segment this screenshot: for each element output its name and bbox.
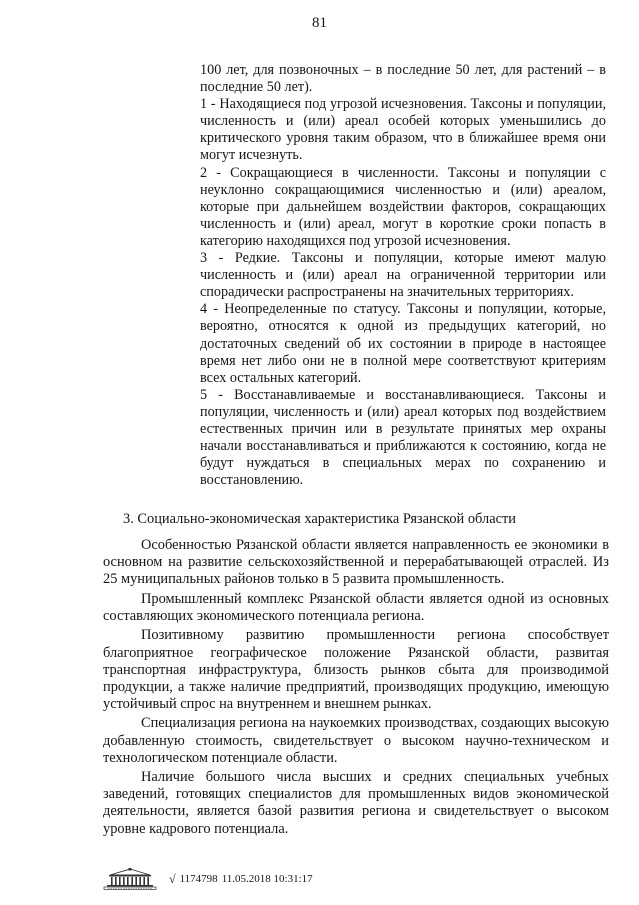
category-list xyxy=(200,62,606,489)
document-footer xyxy=(103,867,313,891)
body-paragraph: Промышленный комплекс Рязанской области является одной из основных составляющих экономического потенциала региона. xyxy=(103,590,609,624)
list-item: 100 лет, для позвоночных – в последние 50 лет, для растений – в последние 50 лет). xyxy=(200,62,606,96)
section-body xyxy=(103,537,609,840)
section-heading: 3. Социально-экономическая характеристика Рязанской области xyxy=(123,511,516,527)
list-item: 1 - Находящиеся под угрозой исчезновения. Таксоны и популяции, численность и (или) ареал особей которых уменьшились до критического уровня таким образом, что в ближайшее время они могут исчезнуть. xyxy=(200,96,606,164)
list-item: 3 - Редкие. Таксоны и популяции, которые имеют малую численность и (или) ареал на ограниченной территории или спорадически распространены на значительных территориях. xyxy=(200,250,606,301)
list-item: 4 - Неопределенные по статусу. Таксоны и популяции, которые, вероятно, относятся к одной из предыдущих категорий, но достаточных сведений об их состоянии в природе в настоящее время нет либо они не в полной мере соответствуют критериям всех остальных категорий. xyxy=(200,301,606,386)
body-paragraph: Особенностью Рязанской области является направленность ее экономики в основном на развитие сельскохозяйственной и перерабатывающей отраслей. Из 25 муниципальных районов только в 5 развита промышленность. xyxy=(103,537,609,588)
list-item: 2 - Сокращающиеся в численности. Таксоны и популяции с неуклонно сокращающимися численностью и (или) ареалом, которые при дальнейшем воздействии факторов, сокращающих численность и (или) ареал, могут в короткие сроки попасть в категорию находящихся под угрозой исчезновения. xyxy=(200,164,606,249)
body-paragraph: Позитивному развитию промышленности региона способствует благоприятное географическое положение Рязанской области, развитая транспортная инфраструктура, близость рынков сбыта для производимой продукции, а также наличие предприятий, производящих продукцию, имеющую устойчивый спрос на внутреннем и внешнем рынках. xyxy=(103,627,609,712)
list-item: 5 - Восстанавливаемые и восстанавливающиеся. Таксоны и популяции, численность и (или) ареал которых под воздействием естественных причин или в результате принятых мер охраны начали восстанавливаться и приближаются к состоянию, когда не будут нуждаться в специальных мерах по сохранению и восстановлению. xyxy=(200,386,606,489)
page-number: 81 xyxy=(312,15,327,31)
document-timestamp: 11.05.2018 10:31:17 xyxy=(221,873,313,885)
body-paragraph: Специализация региона на наукоемких производствах, создающих высокую добавленную стоимость, свидетельствует о высоком научно-техническом и технологическом потенциале области. xyxy=(103,715,609,766)
document-stamp xyxy=(169,872,313,887)
document-id: 1174798 xyxy=(179,873,218,885)
body-paragraph: Наличие большого числа высших и средних специальных учебных заведений, готовящих специалистов для промышленных видов экономической деятельности, является базой развития региона и свидетельствует о высоком уровне кадрового потенциала. xyxy=(103,769,609,837)
signature-mark: √ xyxy=(169,871,176,886)
government-building-icon xyxy=(103,868,157,890)
